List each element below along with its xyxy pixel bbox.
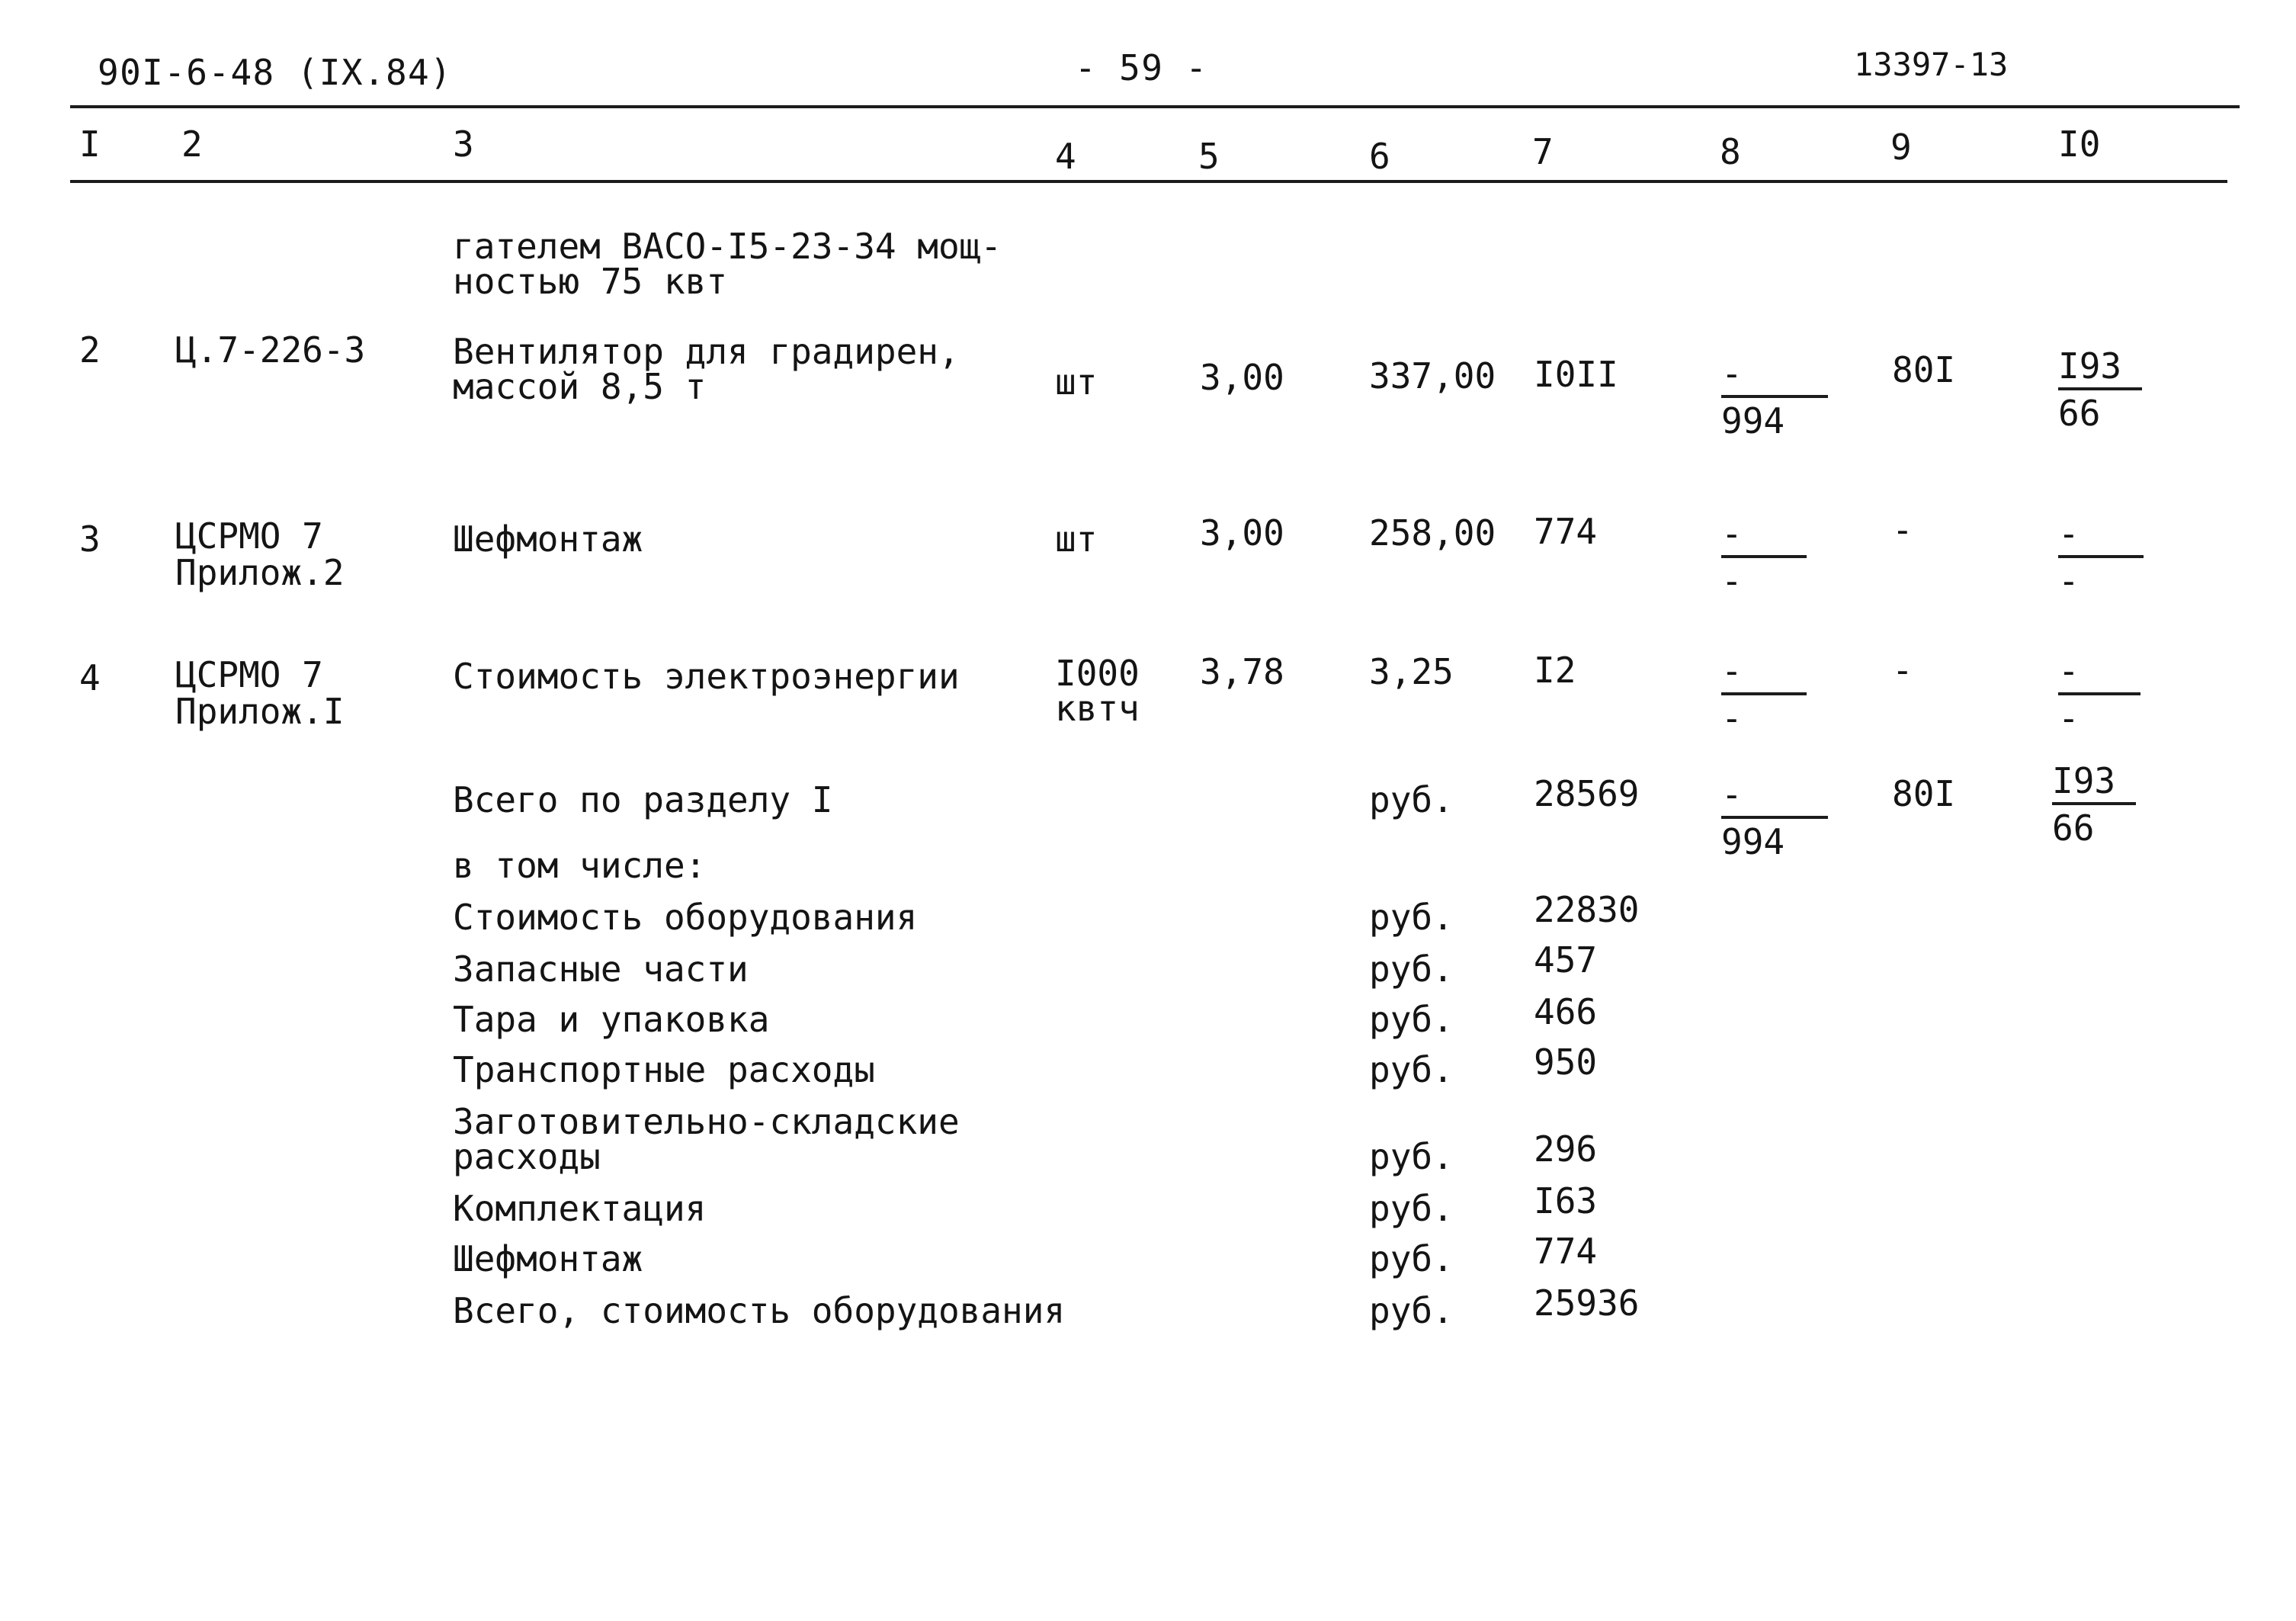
fraction-numerator: - (2058, 513, 2080, 554)
col-header-4: 4 (1055, 136, 1076, 177)
breakdown-unit: руб. (1369, 1136, 1454, 1177)
row-code: ЦСРМО 7 (175, 515, 323, 557)
breakdown-value: 950 (1534, 1042, 1598, 1083)
breakdown-unit: руб. (1369, 897, 1454, 938)
row-total: I0II (1534, 354, 1618, 395)
fraction-denominator: 994 (1721, 821, 1785, 862)
row-name-line-2: массой 8,5 т (453, 366, 707, 407)
col-header-5: 5 (1198, 136, 1220, 177)
row-unit-price: 3,25 (1369, 651, 1454, 692)
fraction-denominator: 66 (2058, 393, 2101, 434)
breakdown-label: Шефмонтаж (453, 1238, 643, 1279)
breakdown-value: I63 (1534, 1180, 1598, 1221)
row-total: 774 (1534, 511, 1598, 552)
col-header-7: 7 (1532, 131, 1554, 172)
row-unit-line-2: квтч (1055, 688, 1140, 729)
breakdown-value: 774 (1534, 1231, 1598, 1272)
fraction-denominator: 66 (2052, 807, 2095, 849)
row-code: Ц.7-226-3 (175, 329, 366, 371)
fraction-denominator: - (1721, 698, 1743, 739)
fraction-numerator: - (1721, 353, 1743, 394)
breakdown-label: Комплектация (453, 1188, 707, 1229)
fraction-denominator: 994 (1721, 400, 1785, 441)
row-col8-fraction (1721, 650, 1807, 740)
row-name: Шефмонтаж (453, 518, 643, 560)
row-quantity: 3,78 (1200, 651, 1284, 692)
breakdown-unit: руб. (1369, 949, 1454, 990)
col-header-10: I0 (2058, 124, 2101, 165)
row-col9: - (1892, 650, 1913, 691)
row-unit-price: 258,00 (1369, 512, 1496, 554)
fraction-numerator: - (2058, 650, 2080, 692)
section-total-col10-fraction (2052, 759, 2136, 849)
breakdown-value: 296 (1534, 1128, 1598, 1170)
row-unit: шт (1055, 518, 1098, 560)
row-unit: I000 (1055, 653, 1140, 694)
row-col10-fraction (2058, 512, 2144, 602)
row-col8-fraction (1721, 512, 1807, 602)
section-total-col8-fraction (1721, 773, 1828, 863)
row-unit: шт (1055, 361, 1098, 403)
breakdown-label: Запасные части (453, 949, 749, 990)
col-header-2: 2 (181, 124, 203, 165)
col-header-1: I (79, 124, 101, 165)
section-total-value: 28569 (1534, 773, 1640, 814)
breakdown-value: 22830 (1534, 889, 1640, 930)
row-col9: - (1892, 509, 1913, 550)
header-top-rule (70, 105, 2240, 108)
col-header-9: 9 (1890, 127, 1912, 168)
section-total-col9: 80I (1892, 773, 1956, 814)
breakdown-unit: руб. (1369, 999, 1454, 1040)
row-quantity: 3,00 (1200, 512, 1284, 554)
row-code: ЦСРМО 7 (175, 654, 323, 695)
fraction-denominator: - (2058, 560, 2080, 602)
col-header-6: 6 (1369, 136, 1390, 177)
fraction-numerator: - (1721, 513, 1743, 554)
row-name: Стоимость электроэнергии (453, 656, 960, 697)
row-number: 2 (79, 329, 101, 371)
breakdown-unit: руб. (1369, 1049, 1454, 1090)
row-col9: 80I (1892, 349, 1956, 390)
breakdown-label-line-2: расходы (453, 1136, 601, 1177)
row-col10-fraction (2058, 650, 2140, 740)
breakdown-value: 457 (1534, 939, 1598, 981)
sheet-code: 13397-13 (1854, 46, 2009, 83)
row-unit-price: 337,00 (1369, 355, 1496, 396)
breakdown-value: 25936 (1534, 1282, 1640, 1324)
page-number: - 59 - (1075, 47, 1208, 88)
row-code-line-2: Прилож.I (175, 691, 345, 732)
row-total: I2 (1534, 650, 1576, 691)
breakdown-label: Заготовительно-складские (453, 1101, 960, 1142)
breakdown-label: Стоимость оборудования (453, 897, 918, 938)
breakdown-label: Тара и упаковка (453, 999, 770, 1040)
row-number: 4 (79, 657, 101, 698)
fraction-denominator: - (1721, 560, 1743, 602)
fraction-denominator: - (2058, 698, 2080, 739)
breakdown-unit: руб. (1369, 1188, 1454, 1229)
including-label: в том числе: (453, 845, 707, 886)
breakdown-unit: руб. (1369, 1290, 1454, 1331)
doc-code: 90I-6-48 (IX.84) (98, 52, 453, 93)
section-total-label: Всего по разделу I (453, 779, 833, 820)
continuation-line-1: гателем ВАСО-I5-23-34 мощ- (453, 226, 1002, 267)
fraction-numerator: - (1721, 650, 1743, 692)
header-bottom-rule (70, 180, 2227, 183)
row-number: 3 (79, 518, 101, 560)
row-name: Вентилятор для градирен, (453, 331, 960, 372)
breakdown-value: 466 (1534, 991, 1598, 1032)
breakdown-label: Всего, стоимость оборудования (453, 1290, 1066, 1331)
row-col8-fraction (1721, 352, 1828, 442)
fraction-numerator: - (1721, 774, 1743, 815)
row-quantity: 3,00 (1200, 357, 1284, 398)
row-code-line-2: Прилож.2 (175, 552, 345, 593)
row-col10-fraction (2058, 345, 2142, 435)
continuation-line-2: ностью 75 квт (453, 261, 728, 302)
breakdown-unit: руб. (1369, 1238, 1454, 1279)
col-header-3: 3 (453, 124, 474, 165)
fraction-numerator: I93 (2052, 760, 2116, 801)
section-total-unit: руб. (1369, 779, 1454, 820)
col-header-8: 8 (1720, 131, 1741, 172)
breakdown-label: Транспортные расходы (453, 1049, 875, 1090)
fraction-numerator: I93 (2058, 345, 2122, 387)
